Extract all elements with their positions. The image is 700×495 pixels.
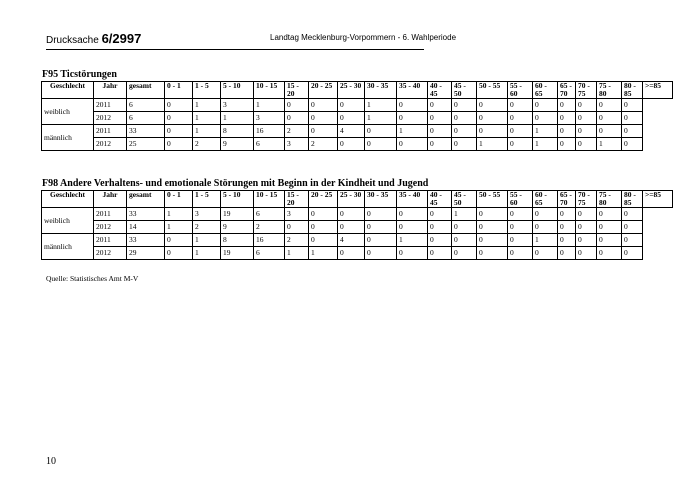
year-cell: 2011	[94, 99, 127, 112]
column-header: 30 - 35	[365, 191, 397, 208]
value-cell: 0	[558, 208, 576, 221]
parliament-label: Landtag Mecklenburg-Vorpommern - 6. Wahlperiode	[270, 33, 457, 42]
column-header: 40 - 45	[428, 82, 452, 99]
value-cell: 0	[165, 247, 193, 260]
table-row	[42, 138, 673, 151]
header-divider	[46, 49, 424, 50]
column-header: 80 - 85	[622, 191, 643, 208]
value-cell: 33	[127, 208, 165, 221]
column-header: 35 - 40	[397, 191, 428, 208]
value-cell: 0	[365, 247, 397, 260]
value-cell: 0	[622, 247, 643, 260]
value-cell: 3	[285, 208, 309, 221]
value-cell: 3	[254, 112, 285, 125]
column-header: 25 - 30	[338, 82, 365, 99]
value-cell: 0	[576, 138, 597, 151]
value-cell: 0	[165, 138, 193, 151]
value-cell: 0	[428, 138, 452, 151]
value-cell: 0	[397, 247, 428, 260]
column-header: 50 - 55	[477, 82, 508, 99]
value-cell: 0	[622, 112, 643, 125]
value-cell: 2	[193, 221, 221, 234]
value-cell: 0	[428, 247, 452, 260]
column-header: 35 - 40	[397, 82, 428, 99]
table-row	[42, 99, 673, 112]
value-cell: 0	[558, 99, 576, 112]
value-cell: 0	[558, 125, 576, 138]
column-header: 75 - 80	[597, 191, 622, 208]
value-cell: 0	[365, 221, 397, 234]
column-header: 55 - 60	[508, 82, 533, 99]
column-header: 15 - 20	[285, 82, 309, 99]
column-header: 10 - 15	[254, 82, 285, 99]
value-cell: 0	[597, 221, 622, 234]
value-cell: 0	[165, 125, 193, 138]
value-cell: 0	[622, 99, 643, 112]
column-header: Geschlecht	[42, 82, 94, 99]
value-cell: 2	[254, 221, 285, 234]
year-cell: 2011	[94, 125, 127, 138]
value-cell: 0	[508, 247, 533, 260]
column-header: 10 - 15	[254, 191, 285, 208]
value-cell: 0	[533, 112, 558, 125]
value-cell: 8	[221, 125, 254, 138]
gender-cell: männlich	[42, 234, 94, 260]
value-cell: 2	[309, 138, 338, 151]
value-cell: 1	[193, 234, 221, 247]
value-cell: 0	[477, 125, 508, 138]
value-cell: 0	[338, 208, 365, 221]
table-header-row	[42, 82, 673, 99]
value-cell: 1	[309, 247, 338, 260]
column-header: 65 - 70	[558, 82, 576, 99]
value-cell: 0	[165, 234, 193, 247]
value-cell: 0	[576, 234, 597, 247]
value-cell: 1	[193, 125, 221, 138]
value-cell: 8	[221, 234, 254, 247]
value-cell: 0	[338, 221, 365, 234]
value-cell: 0	[597, 208, 622, 221]
table-f98	[41, 190, 673, 260]
value-cell: 0	[165, 112, 193, 125]
value-cell: 0	[477, 208, 508, 221]
value-cell: 0	[576, 221, 597, 234]
value-cell: 0	[428, 208, 452, 221]
value-cell: 0	[365, 208, 397, 221]
value-cell: 0	[533, 221, 558, 234]
table-row	[42, 125, 673, 138]
value-cell: 1	[193, 247, 221, 260]
value-cell: 29	[127, 247, 165, 260]
year-cell: 2011	[94, 208, 127, 221]
column-header: 50 - 55	[477, 191, 508, 208]
column-header: 1 - 5	[193, 82, 221, 99]
column-header: 45 - 50	[452, 82, 477, 99]
value-cell: 0	[477, 247, 508, 260]
value-cell: 0	[338, 138, 365, 151]
column-header: gesamt	[127, 82, 165, 99]
value-cell: 19	[221, 208, 254, 221]
column-header: 60 - 65	[533, 82, 558, 99]
value-cell: 16	[254, 125, 285, 138]
table-row	[42, 247, 673, 260]
value-cell: 0	[597, 125, 622, 138]
value-cell: 0	[622, 138, 643, 151]
value-cell: 0	[428, 99, 452, 112]
value-cell: 0	[533, 99, 558, 112]
value-cell: 0	[452, 247, 477, 260]
value-cell: 0	[338, 112, 365, 125]
value-cell: 1	[221, 112, 254, 125]
value-cell: 0	[285, 99, 309, 112]
value-cell: 16	[254, 234, 285, 247]
column-header: gesamt	[127, 191, 165, 208]
column-header: Geschlecht	[42, 191, 94, 208]
value-cell: 9	[221, 221, 254, 234]
value-cell: 2	[285, 234, 309, 247]
table-f95	[41, 81, 673, 151]
value-cell: 0	[309, 125, 338, 138]
value-cell: 0	[533, 247, 558, 260]
value-cell: 1	[477, 138, 508, 151]
value-cell: 3	[221, 99, 254, 112]
value-cell: 1	[452, 208, 477, 221]
value-cell: 1	[533, 234, 558, 247]
value-cell: 0	[452, 125, 477, 138]
value-cell: 0	[508, 221, 533, 234]
value-cell: 0	[309, 208, 338, 221]
value-cell: 0	[452, 99, 477, 112]
value-cell: 0	[428, 234, 452, 247]
column-header: 80 - 85	[622, 82, 643, 99]
value-cell: 0	[397, 112, 428, 125]
source-note: Quelle: Statistisches Amt M-V	[46, 274, 139, 283]
column-header: 30 - 35	[365, 82, 397, 99]
value-cell: 0	[428, 125, 452, 138]
value-cell: 0	[597, 234, 622, 247]
column-header: >=85	[643, 191, 673, 208]
value-cell: 0	[622, 221, 643, 234]
value-cell: 1	[397, 234, 428, 247]
value-cell: 0	[622, 125, 643, 138]
gender-cell: weiblich	[42, 208, 94, 234]
value-cell: 0	[622, 208, 643, 221]
value-cell: 2	[193, 138, 221, 151]
value-cell: 0	[597, 247, 622, 260]
value-cell: 1	[397, 125, 428, 138]
value-cell: 0	[508, 125, 533, 138]
value-cell: 6	[254, 247, 285, 260]
value-cell: 0	[558, 112, 576, 125]
value-cell: 2	[285, 125, 309, 138]
value-cell: 0	[576, 247, 597, 260]
column-header: 40 - 45	[428, 191, 452, 208]
value-cell: 0	[558, 234, 576, 247]
value-cell: 6	[127, 99, 165, 112]
column-header: 70 - 75	[576, 191, 597, 208]
page-number: 10	[46, 456, 56, 467]
value-cell: 0	[309, 99, 338, 112]
value-cell: 1	[285, 247, 309, 260]
table-row	[42, 221, 673, 234]
value-cell: 0	[365, 138, 397, 151]
value-cell: 0	[338, 99, 365, 112]
value-cell: 1	[533, 125, 558, 138]
column-header: 20 - 25	[309, 191, 338, 208]
column-header: 25 - 30	[338, 191, 365, 208]
value-cell: 1	[597, 138, 622, 151]
value-cell: 1	[193, 99, 221, 112]
value-cell: 0	[285, 112, 309, 125]
value-cell: 0	[452, 234, 477, 247]
column-header: 75 - 80	[597, 82, 622, 99]
value-cell: 4	[338, 125, 365, 138]
column-header: 15 - 20	[285, 191, 309, 208]
table-row	[42, 208, 673, 221]
value-cell: 0	[576, 112, 597, 125]
value-cell: 0	[576, 208, 597, 221]
column-header: 70 - 75	[576, 82, 597, 99]
value-cell: 0	[397, 138, 428, 151]
value-cell: 0	[397, 99, 428, 112]
value-cell: 6	[254, 138, 285, 151]
value-cell: 0	[165, 99, 193, 112]
value-cell: 1	[165, 208, 193, 221]
value-cell: 0	[558, 138, 576, 151]
table-header-row	[42, 191, 673, 208]
table-title-f98: F98 Andere Verhaltens- und emotionale Störungen mit Beginn in der Kindheit und Jugend	[42, 178, 429, 189]
table-row	[42, 112, 673, 125]
value-cell: 0	[508, 112, 533, 125]
value-cell: 0	[428, 112, 452, 125]
gender-cell: männlich	[42, 125, 94, 151]
column-header: 1 - 5	[193, 191, 221, 208]
value-cell: 0	[477, 221, 508, 234]
column-header: 5 - 10	[221, 191, 254, 208]
value-cell: 0	[576, 99, 597, 112]
value-cell: 0	[452, 138, 477, 151]
value-cell: 0	[533, 208, 558, 221]
table-title-f95: F95 Ticstörungen	[42, 69, 117, 80]
column-header: 20 - 25	[309, 82, 338, 99]
value-cell: 0	[452, 112, 477, 125]
value-cell: 0	[365, 234, 397, 247]
value-cell: 0	[508, 138, 533, 151]
year-cell: 2012	[94, 221, 127, 234]
value-cell: 25	[127, 138, 165, 151]
value-cell: 0	[428, 221, 452, 234]
year-cell: 2012	[94, 112, 127, 125]
value-cell: 0	[285, 221, 309, 234]
column-header: 5 - 10	[221, 82, 254, 99]
value-cell: 3	[193, 208, 221, 221]
value-cell: 0	[558, 247, 576, 260]
value-cell: 0	[397, 221, 428, 234]
column-header: 45 - 50	[452, 191, 477, 208]
value-cell: 0	[477, 99, 508, 112]
document-number: Drucksache 6/2997	[46, 31, 142, 46]
value-cell: 0	[338, 247, 365, 260]
value-cell: 33	[127, 125, 165, 138]
value-cell: 6	[127, 112, 165, 125]
column-header: Jahr	[94, 191, 127, 208]
column-header: 60 - 65	[533, 191, 558, 208]
value-cell: 19	[221, 247, 254, 260]
column-header: Jahr	[94, 82, 127, 99]
value-cell: 1	[365, 112, 397, 125]
value-cell: 4	[338, 234, 365, 247]
year-cell: 2011	[94, 234, 127, 247]
value-cell: 0	[597, 99, 622, 112]
value-cell: 0	[397, 208, 428, 221]
column-header: 0 - 1	[165, 82, 193, 99]
value-cell: 0	[597, 112, 622, 125]
value-cell: 1	[165, 221, 193, 234]
column-header: >=85	[643, 82, 673, 99]
value-cell: 0	[365, 125, 397, 138]
value-cell: 1	[193, 112, 221, 125]
value-cell: 0	[508, 208, 533, 221]
value-cell: 1	[365, 99, 397, 112]
value-cell: 0	[558, 221, 576, 234]
value-cell: 6	[254, 208, 285, 221]
value-cell: 0	[508, 99, 533, 112]
year-cell: 2012	[94, 247, 127, 260]
value-cell: 3	[285, 138, 309, 151]
value-cell: 0	[508, 234, 533, 247]
value-cell: 0	[622, 234, 643, 247]
value-cell: 0	[576, 125, 597, 138]
value-cell: 1	[254, 99, 285, 112]
value-cell: 1	[533, 138, 558, 151]
value-cell: 0	[309, 221, 338, 234]
column-header: 65 - 70	[558, 191, 576, 208]
value-cell: 0	[309, 112, 338, 125]
value-cell: 0	[452, 221, 477, 234]
value-cell: 33	[127, 234, 165, 247]
column-header: 0 - 1	[165, 191, 193, 208]
value-cell: 0	[477, 112, 508, 125]
table-row	[42, 234, 673, 247]
value-cell: 9	[221, 138, 254, 151]
value-cell: 0	[477, 234, 508, 247]
value-cell: 0	[309, 234, 338, 247]
year-cell: 2012	[94, 138, 127, 151]
gender-cell: weiblich	[42, 99, 94, 125]
value-cell: 14	[127, 221, 165, 234]
column-header: 55 - 60	[508, 191, 533, 208]
